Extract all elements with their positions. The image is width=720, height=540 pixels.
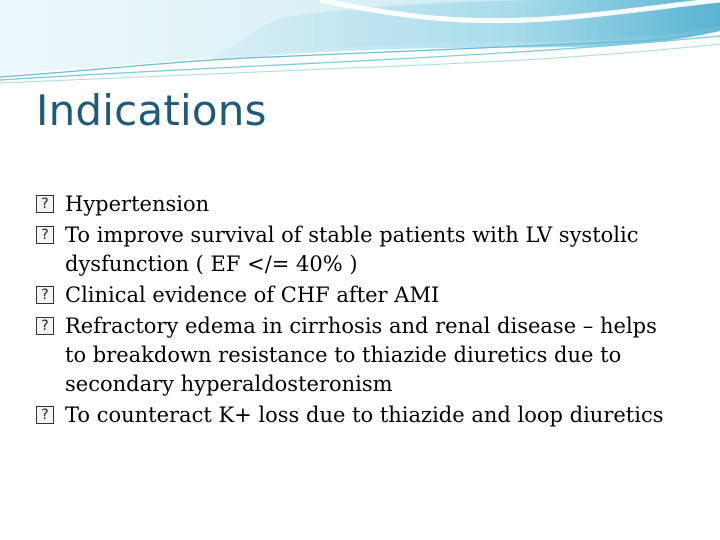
bullet-marker-icon: ? — [36, 286, 54, 304]
bullet-marker-icon: ? — [36, 226, 54, 244]
bullet-item-potassium-loss — [36, 401, 676, 430]
wave-header-graphic — [0, 0, 720, 90]
bullet-text: To improve survival of stable patients with LV systolic dysfunction ( EF </= 40% ) — [65, 223, 639, 276]
bullet-item-chf — [36, 281, 676, 310]
slide-title: Indications — [36, 86, 267, 135]
bullet-text: To counteract K+ loss due to thiazide and loop diuretics — [65, 403, 664, 427]
bullet-list — [36, 190, 676, 432]
bullet-text: Refractory edema in cirrhosis and renal disease – helps to breakdown resistance to thiazide diuretics due to secondary hyperaldosteronism — [65, 314, 657, 396]
bullet-marker-icon: ? — [36, 195, 54, 213]
bullet-marker-icon: ? — [36, 317, 54, 335]
bullet-text: Clinical evidence of CHF after AMI — [65, 283, 440, 307]
bullet-item-refractory-edema — [36, 312, 676, 399]
bullet-marker-icon: ? — [36, 406, 54, 424]
bullet-text: Hypertension — [65, 192, 210, 216]
bullet-item-hypertension — [36, 190, 676, 219]
bullet-item-survival — [36, 221, 676, 279]
